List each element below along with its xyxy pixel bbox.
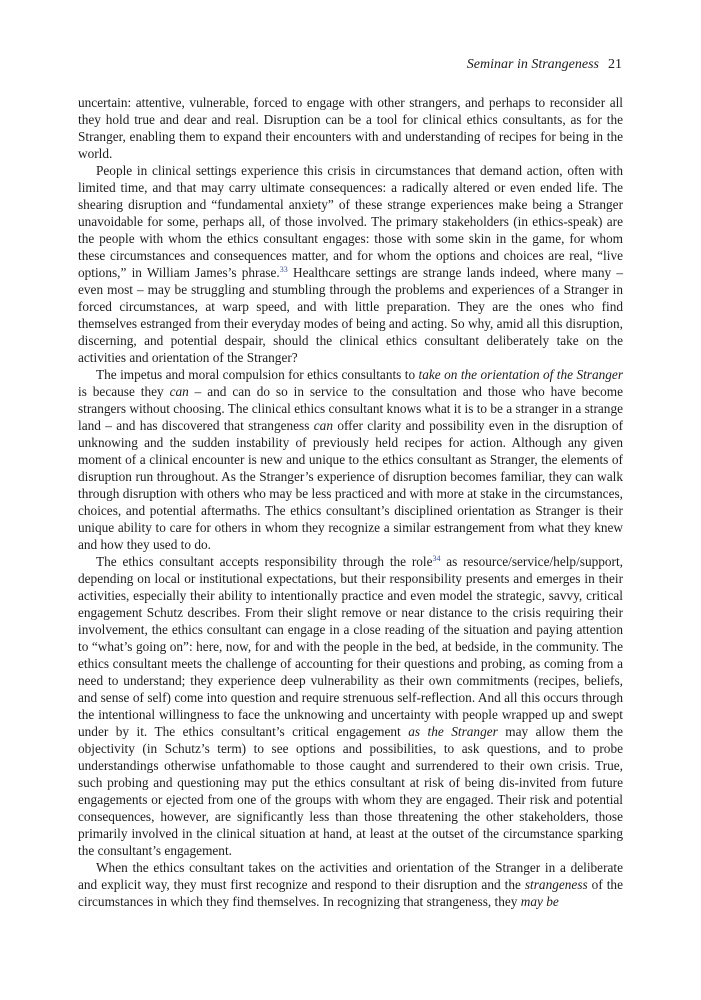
paragraph [78, 94, 623, 162]
italic-text: can [169, 384, 189, 399]
paragraph [78, 859, 623, 910]
text-run: of the circumstances in which they find themselves. In recognizing that strangeness, they [78, 877, 623, 909]
text-run: may allow them the objectivity (in Schutz’s term) to see options and possibilities, to ask questions, and to probe understandings otherwise unfathomable to those caught and surrendered to their own crisis. True, such probing and questioning may put the ethics consultant at risk of being dis-invited from future engagements or ejected from one of the groups with whom they are engaged. Their risk and potential consequences, however, are significantly less than those threatening the other stakeholders, those primarily involved in the clinical situation at hand, at least at the outset of the circumstance sparking the consultant’s engagement. [78, 724, 623, 858]
italic-text: can [313, 418, 333, 433]
text-run: When the ethics consultant takes on the activities and orientation of the Stranger in a deliberate and explicit way, they must first recognize and respond to their disruption and the [78, 860, 623, 892]
paragraph [78, 366, 623, 553]
text-run: as resource/service/help/support, depending on local or institutional expectations, but their responsibility presents and emerges in their activities, especially their ability to intentionally practice and even model the strategic, savvy, critical engagement Schutz describes. From their slight remove or near distance to the crisis requiring their involvement, the ethics consultant can engage in a close reading of the situation and paying attention to “what’s going on”: here, now, for and with the people in the bed, at bedside, in the community. The ethics consultant meets the challenge of accounting for their questions and probing, as coming from a need to understand; they experience deep vulnerability as their own commitments (recipes, beliefs, and sense of self) come into question and require strenuous self-reflection. And all this occurs through the intentional willingness to face the unknowing and uncertainty with people wrapped up and swept under by it. The ethics consultant’s critical engagement [78, 554, 623, 739]
text-run: uncertain: attentive, vulnerable, forced to engage with other strangers, and perhaps to reconsider all they hold true and dear and real. Disruption can be a tool for clinical ethics consultants, as for the Stranger, enabling them to expand their encounters with and understanding of recipes for being in the world. [78, 95, 623, 161]
text-run: The ethics consultant accepts responsibility through the role [96, 554, 433, 569]
paragraph [78, 553, 623, 859]
text-run: offer clarity and possibility even in the disruption of unknowing and the sudden instability of previously held recipes for action. Although any given moment of a clinical encounter is new and unique to the ethics consultant as Stranger, the elements of disruption run throughout. As the Stranger’s experience of disruption becomes familiar, they can walk through disruption with others who may be less practiced and with more at stake in the circumstances, choices, and potential aftermaths. The ethics consultant’s disciplined orientation as Stranger is their unique ability to care for others in whom they recognize a similar estrangement from what they knew and how they used to do. [78, 418, 623, 552]
italic-text: strangeness [524, 877, 588, 892]
footnote-ref[interactable]: 33 [279, 265, 288, 274]
text-run: – and can do so in service to the consultation and those who have become strangers without choosing. The clinical ethics consultant knows what it is to be a stranger in a strange land – and has discovered that strangeness [78, 384, 623, 433]
italic-text: take on the orientation of the Stranger [418, 367, 623, 382]
text-run: People in clinical settings experience this crisis in circumstances that demand action, often with limited time, and that may carry ultimate consequences: a radically altered or even ended life. The shearing disruption and “fundamental anxiety” of these strange experiences make being a Stranger unavoidable for some, perhaps all, of those involved. The primary stakeholders (in ethics-speak) are the people with whom the ethics consultant engages: those with some skin in the game, for whom these circumstances and consequences matter, and for whom the options and choices are real, “live options,” in William James’s phrase. [78, 163, 623, 280]
body-text [78, 94, 623, 910]
italic-text: may be [520, 894, 559, 909]
text-run: is because they [78, 384, 170, 399]
paragraph [78, 162, 623, 366]
text-run: Healthcare settings are strange lands indeed, where many – even most – may be struggling and stumbling through the problems and experiences of a Stranger in forced circumstances, at warp speed, and with little preparation. They are the ones who find themselves estranged from their everyday modes of being and acting. So why, amid all this disruption, discerning, and potential despair, should the clinical ethics consultant deliberately take on the activities and orientation of the Stranger? [78, 265, 623, 365]
running-head-title: Seminar in Strangeness [466, 57, 599, 72]
footnote-ref[interactable]: 34 [432, 554, 441, 563]
page-number: 21 [608, 57, 622, 72]
text-run: The impetus and moral compulsion for ethics consultants to [96, 367, 419, 382]
running-head [467, 56, 622, 74]
italic-text: as the Stranger [408, 724, 498, 739]
